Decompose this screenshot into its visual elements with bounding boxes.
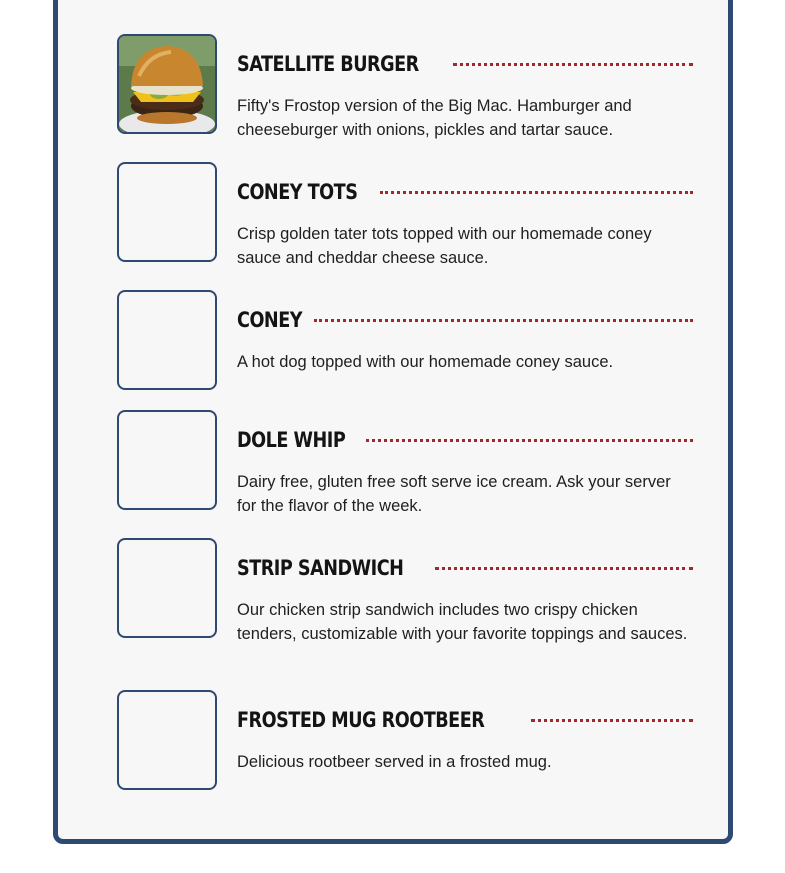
menu-item-title: FROSTED MUG ROOTBEER <box>237 708 485 732</box>
menu-item-description: Crisp golden tater tots topped with our homemade coney sauce and cheddar cheese sauce. <box>237 225 652 267</box>
dotted-divider <box>380 191 693 194</box>
menu-item-image[interactable] <box>117 538 217 638</box>
menu-item-title: DOLE WHIP <box>237 428 346 452</box>
menu-item-title: CONEY TOTS <box>237 180 358 204</box>
menu-item-description: A hot dog topped with our homemade coney sauce. <box>237 353 614 371</box>
menu-item-title: STRIP SANDWICH <box>237 556 404 580</box>
menu-item-description: Fifty's Frostop version of the Big Mac. Hamburger and cheeseburger with onions, pickles and tartar sauce. <box>237 97 632 139</box>
menu-item-image[interactable] <box>117 290 217 390</box>
menu-item-image[interactable] <box>117 34 217 134</box>
dotted-divider <box>531 719 693 722</box>
menu-item-description: Dairy free, gluten free soft serve ice cream. Ask your server for the flavor of the week. <box>237 473 671 515</box>
menu-item-description: Our chicken strip sandwich includes two crispy chicken tenders, customizable with your favorite toppings and sauces. <box>237 601 688 643</box>
menu-item-description: Delicious rootbeer served in a frosted mug. <box>237 753 552 771</box>
menu-item-image[interactable] <box>117 162 217 262</box>
menu-item-title: SATELLITE BURGER <box>237 52 419 76</box>
menu-item-image[interactable] <box>117 410 217 510</box>
dotted-divider <box>366 439 693 442</box>
dotted-divider <box>435 567 693 570</box>
burger-image <box>119 36 215 132</box>
dotted-divider <box>453 63 693 66</box>
menu-item-image[interactable] <box>117 690 217 790</box>
menu-item-title: CONEY <box>237 308 303 332</box>
dotted-divider <box>314 319 693 322</box>
menu-card <box>53 0 733 844</box>
